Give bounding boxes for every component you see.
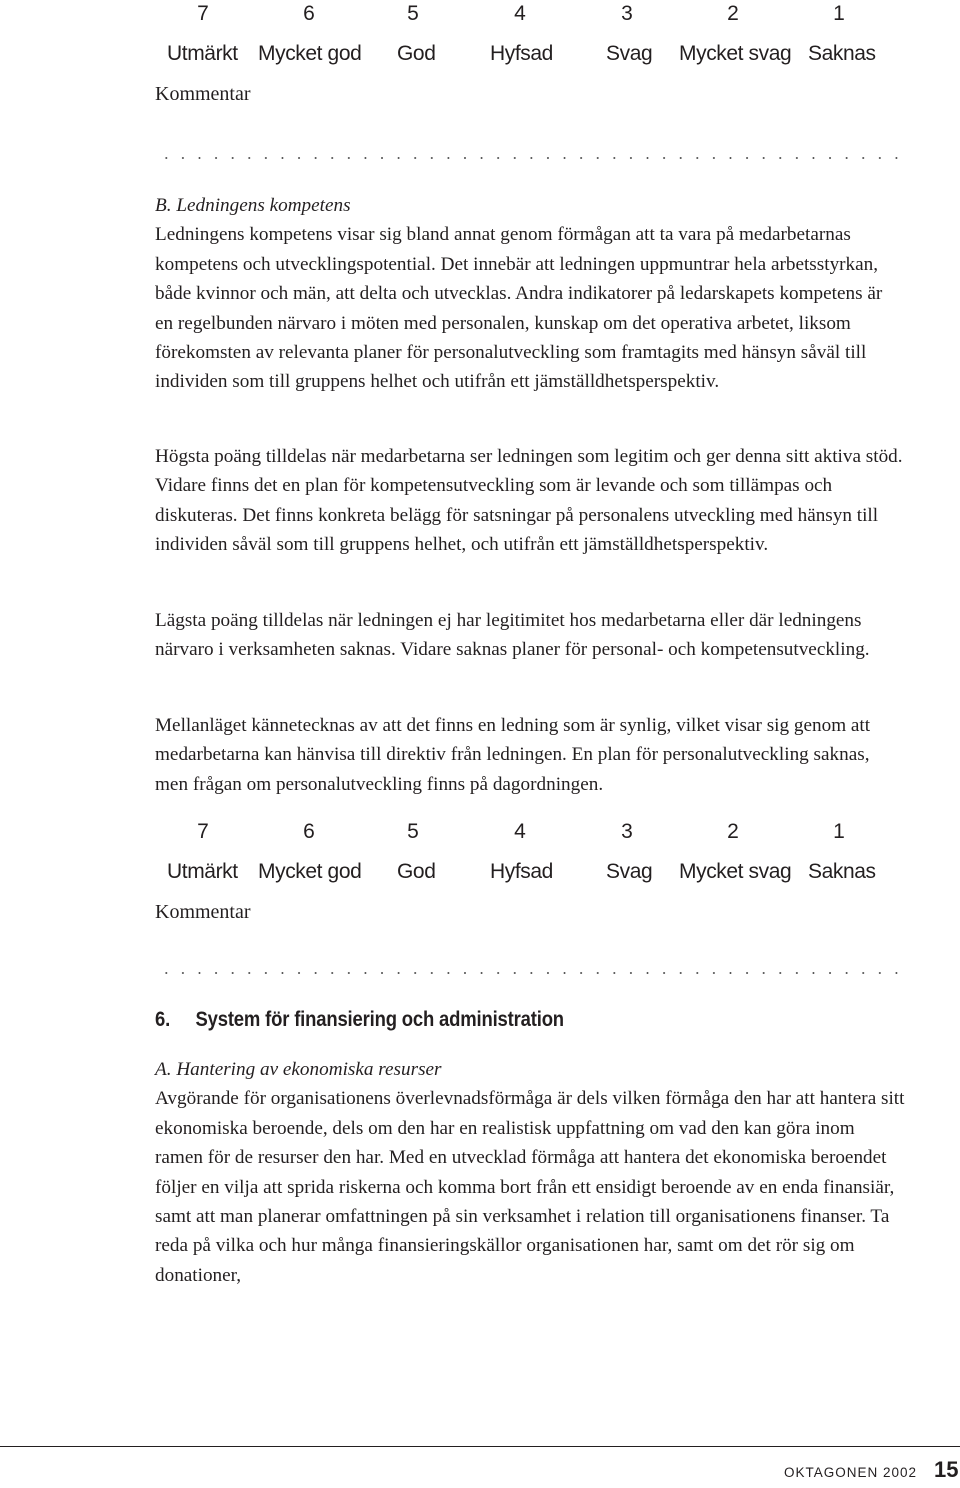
rating-label: Svag	[606, 860, 653, 883]
rating-label: Utmärkt	[167, 42, 238, 65]
section-heading	[155, 1008, 564, 1032]
rating-label: Saknas	[808, 860, 876, 883]
rating-number: 4	[514, 2, 526, 25]
rating-number: 1	[833, 820, 845, 843]
footer-rule	[0, 1446, 960, 1447]
rating-number: 7	[197, 2, 209, 25]
section-subheading: B. Ledningens kompetens	[155, 195, 351, 216]
section-b-low-score	[155, 606, 905, 665]
section-title: System för finansiering och administration	[195, 1008, 564, 1031]
rating-label: Hyfsad	[490, 860, 553, 883]
section-6a	[155, 1055, 905, 1290]
rating-label: Mycket god	[258, 42, 362, 65]
rating-number: 1	[833, 2, 845, 25]
rating-label: Saknas	[808, 42, 876, 65]
rating-number: 4	[514, 820, 526, 843]
rating-label: Mycket god	[258, 860, 362, 883]
rating-label: God	[397, 860, 436, 883]
rating-label: Hyfsad	[490, 42, 553, 65]
comment-dotted-line[interactable]	[158, 157, 904, 159]
footer-publication: OKTAGONEN 2002	[784, 1465, 918, 1480]
body-paragraph: Högsta poäng tilldelas när medarbetarna ser ledningen som legitim och ger denna sitt aktiva stöd. Vidare finns det en plan för kompetensutveckling som är levande och som tillämpas och diskuteras. Det finns konkreta belägg för satsningar på personalens utveckling med hänsyn till individen såväl som till gruppens helhet, och utifrån ett jämställdhetsperspektiv.	[155, 446, 903, 556]
rating-number: 3	[621, 2, 633, 25]
section-b-middle	[155, 711, 905, 799]
rating-number: 7	[197, 820, 209, 843]
rating-label: Svag	[606, 42, 653, 65]
rating-label: God	[397, 42, 436, 65]
rating-scale-numbers	[0, 2, 960, 32]
rating-scale-labels	[0, 860, 960, 890]
body-paragraph: Mellanläget kännetecknas av att det finns en ledning som är synlig, vilket visar sig genom att medarbetarna kan hänvisa till direktiv från ledningen. En plan för personalutveckling saknas, men frågan om personalutveckling finns på dagordningen.	[155, 715, 871, 795]
rating-number: 6	[303, 2, 315, 25]
body-paragraph: Ledningens kompetens visar sig bland annat genom förmågan att ta vara på medarbetarnas kompetens och utvecklingspotential. Det innebär att ledningen uppmuntrar hela arbetsstyrkan, både kvinnor och män, att delta och utvecklas. Andra indikatorer på ledarskapets kompetens är en regelbunden närvaro i möten med personalen, kunskap om det operativa arbetet, liksom förekomsten av relevanta planer för personalutveckling som framtagits med hänsyn såväl till individen som till gruppens helhet och utifrån ett jämställdhetsperspektiv.	[155, 224, 883, 393]
comment-dotted-line[interactable]	[158, 972, 904, 974]
rating-number: 2	[727, 820, 739, 843]
rating-number: 5	[407, 820, 419, 843]
body-paragraph: Avgörande för organisationens överlevnadsförmåga är dels vilken förmåga den har att hantera sitt ekonomiska beroende, dels om den har en realistisk uppfattning om vad den kan göra inom ramen för de resurser den har. Med en utvecklad förmåga att hantera det ekonomiska beroendet följer en vilja att sprida riskerna och komma bort från ett ensidigt beroende av en enda finansiär, samt att man planerar omfattningen på sin verksamhet i relation till organisationens finanser. Ta reda på vilka och hur många finansieringskällor organisationen har, samt om det rör sig om donationer,	[155, 1088, 905, 1286]
rating-scale-numbers	[0, 820, 960, 850]
rating-label: Utmärkt	[167, 860, 238, 883]
rating-label: Mycket svag	[679, 860, 792, 883]
section-b	[155, 191, 905, 397]
page-number: 15	[934, 1457, 959, 1482]
rating-label: Mycket svag	[679, 42, 792, 65]
rating-number: 3	[621, 820, 633, 843]
rating-scale-labels	[0, 42, 960, 72]
comment-label: Kommentar	[155, 901, 251, 923]
comment-label: Kommentar	[155, 83, 251, 105]
rating-number: 2	[727, 2, 739, 25]
rating-number: 5	[407, 2, 419, 25]
rating-number: 6	[303, 820, 315, 843]
body-paragraph: Lägsta poäng tilldelas när ledningen ej har legitimitet hos medarbetarna eller där ledningens närvaro i verksamheten saknas. Vidare saknas planer för personal- och kompetensutveckling.	[155, 610, 870, 661]
section-b-high-score	[155, 442, 905, 560]
section-number: 6.	[155, 1008, 171, 1031]
section-subheading: A. Hantering av ekonomiska resurser	[155, 1059, 442, 1080]
